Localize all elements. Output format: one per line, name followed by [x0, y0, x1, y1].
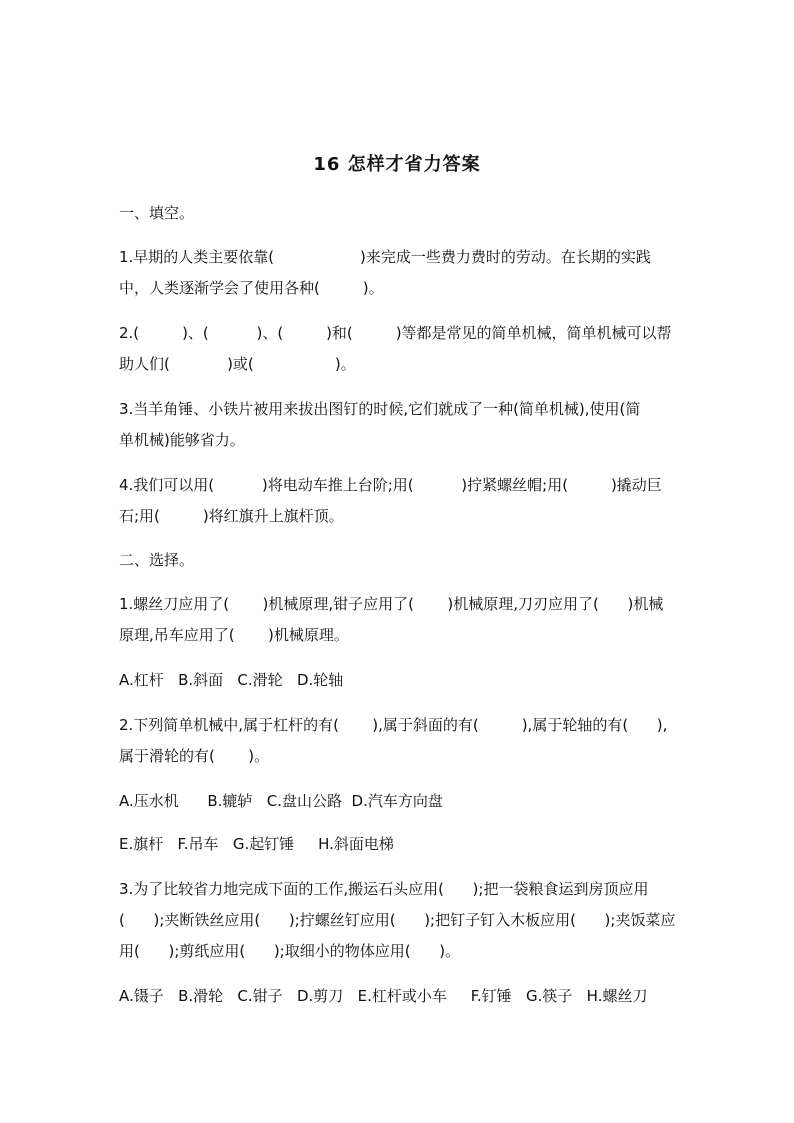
question-line: 助人们( )或( )。 [119, 355, 356, 373]
question-line: 4.我们可以用( )将电动车推上台阶;用( )拧紧螺丝帽;用( )撬动巨 [119, 476, 662, 494]
question-line: 2.下列简单机械中,属于杠杆的有( ),属于斜面的有( ),属于轮轴的有( ), [119, 716, 668, 734]
question-line: 1.螺丝刀应用了( )机械原理,钳子应用了( )机械原理,刀刃应用了( )机械 [119, 595, 664, 613]
options-line: A.压水机 B.辘轳 C.盘山公路 D.汽车方向盘 [119, 792, 443, 810]
question-line: 3.当羊角锤、小铁片被用来拔出图钉的时候,它们就成了一种(简单机械),使用(简 [119, 400, 641, 418]
section-heading-choice: 二、选择。 [119, 551, 195, 569]
section-heading-fill-blank: 一、填空。 [119, 204, 195, 222]
question-line: 用( );剪纸应用( );取细小的物体应用( )。 [119, 942, 461, 960]
question-line: 3.为了比较省力地完成下面的工作,搬运石头应用( );把一袋粮食运到房顶应用 [119, 880, 649, 898]
question-line: 属于滑轮的有( )。 [119, 747, 270, 765]
question-line: 2.( )、( )、( )和( )等都是常见的简单机械，简单机械可以帮 [119, 324, 672, 342]
question-line: 1.早期的人类主要依靠( )来完成一些费力费时的劳动。在长期的实践 [119, 248, 651, 266]
options-line: A.镊子 B.滑轮 C.钳子 D.剪刀 E.杠杆或小车 F.钉锤 G.筷子 H.螺丝刀 [119, 987, 648, 1005]
options-line: A.杠杆 B.斜面 C.滑轮 D.轮轴 [119, 671, 344, 689]
question-line: 石;用( )将红旗升上旗杆顶。 [119, 507, 344, 525]
question-line: 原理,吊车应用了( )机械原理。 [119, 626, 349, 644]
question-line: 单机械)能够省力。 [119, 431, 245, 449]
options-line: E.旗杆 F.吊车 G.起钉锤 H.斜面电梯 [119, 835, 394, 853]
page-title: 16 怎样才省力答案 [313, 154, 481, 175]
question-line: ( );夹断铁丝应用( );拧螺丝钉应用( );把钉子钉入木板应用( );夹饭菜应 [119, 911, 676, 929]
question-line: 中，人类逐渐学会了使用各种( )。 [119, 279, 384, 297]
